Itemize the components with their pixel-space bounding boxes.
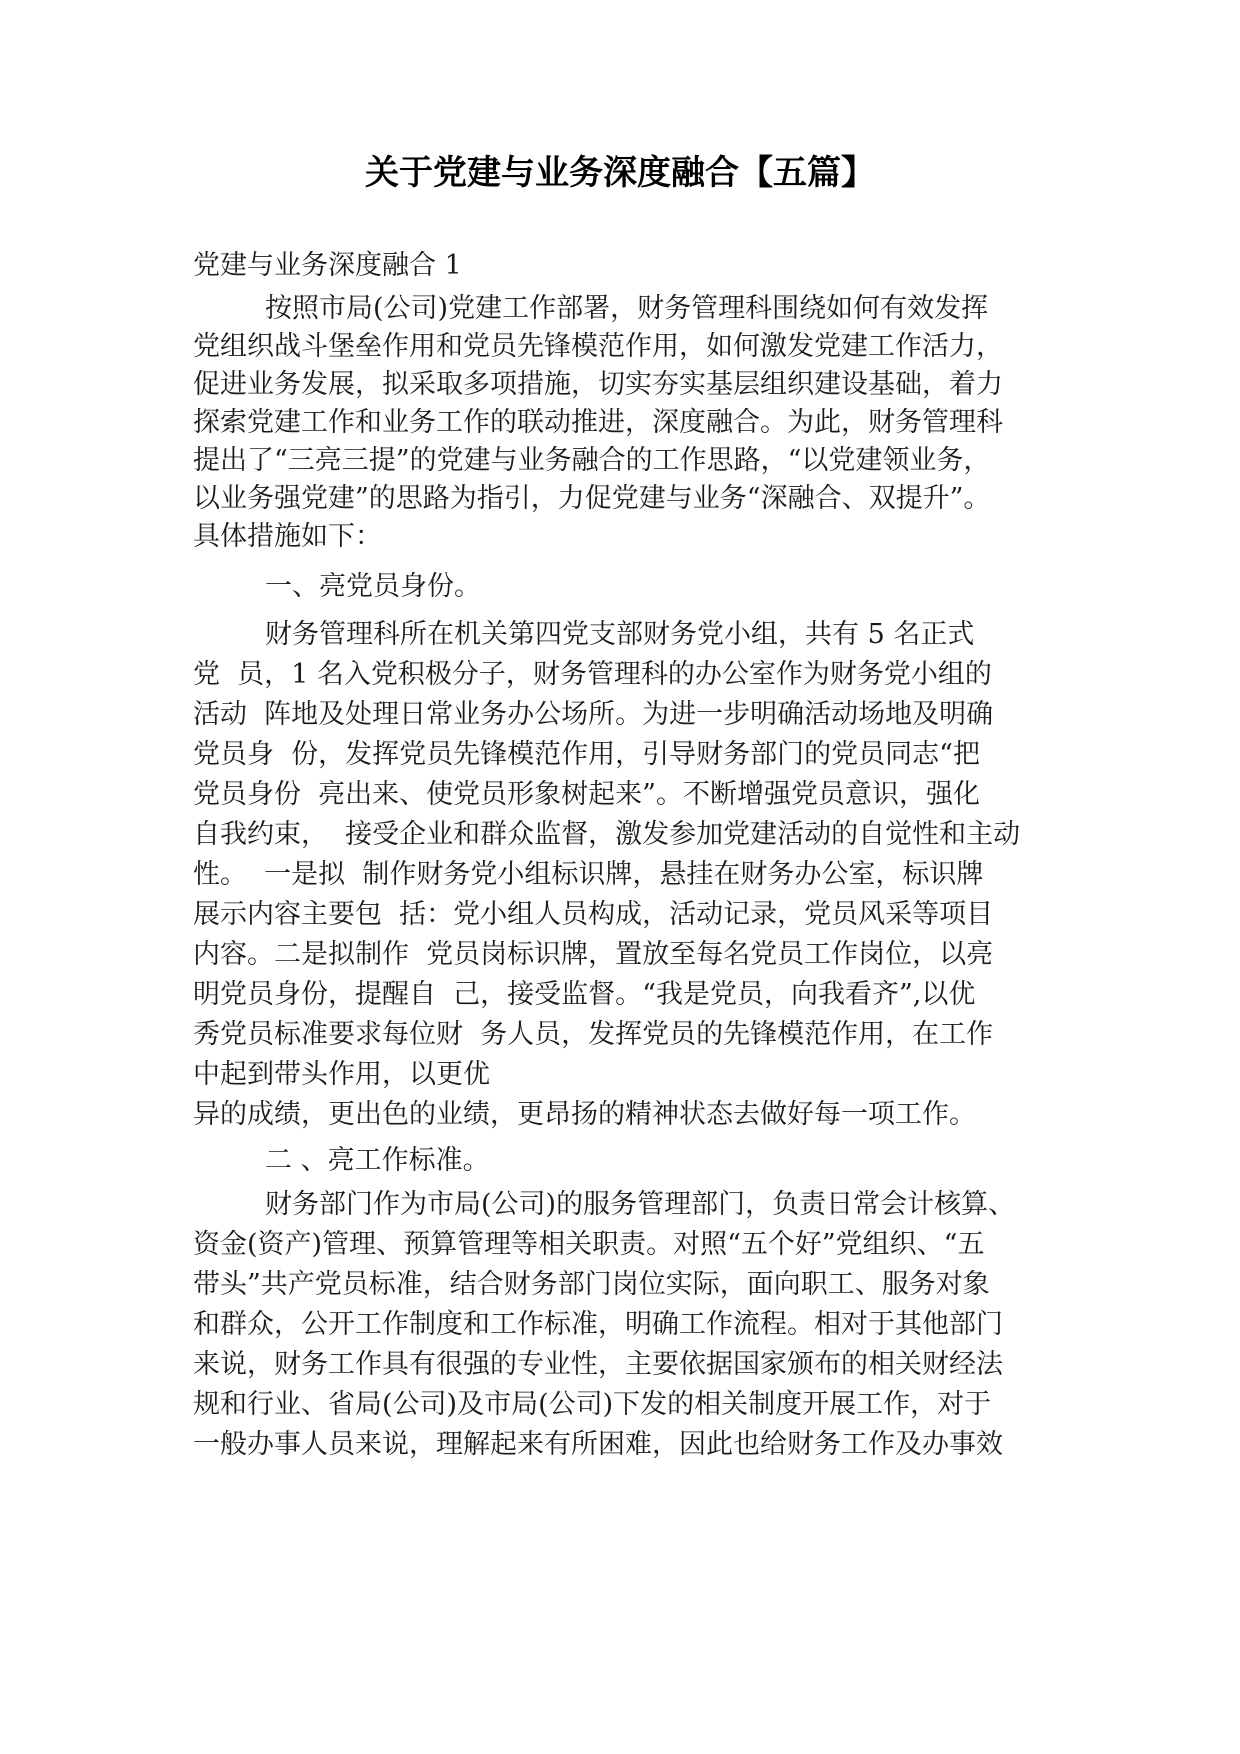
paragraph-line: 财务部门作为市局(公司)的服务管理部门，负责日常会计核算、 [265,1189,1016,1220]
paragraph-line: 带头”共产党员标准，结合财务部门岗位实际，面向职工、服务对象 [193,1269,990,1300]
paragraph-line: 内容。二是拟制作 党员岗标识牌，置放至每名党员工作岗位，以亮 [193,939,994,970]
paragraph-line: 促进业务发展，拟采取多项措施，切实夯实基层组织建设基础，着力 [193,369,1003,400]
paragraph-line: 财务管理科所在机关第四党支部财务党小组，共有 5 名正式 [265,619,975,650]
paragraph-line: 和群众，公开工作制度和工作标准，明确工作流程。相对于其他部门 [193,1309,1003,1340]
paragraph-line: 自我约束， 接受企业和群众监督，激发参加党建活动的自觉性和主动 [193,819,1021,850]
paragraph-line: 党员身 份，发挥党员先锋模范作用，引导财务部门的党员同志“把 [193,739,980,770]
paragraph-line: 一般办事人员来说，理解起来有所困难，因此也给财务工作及办事效 [193,1429,1003,1460]
paragraph-line: 党组织战斗堡垒作用和党员先锋模范作用，如何激发党建工作活力， [193,331,1003,362]
paragraph-line: 提出了“三亮三提”的党建与业务融合的工作思路，“以党建领业务， [193,445,991,476]
paragraph-line: 党 员，1 名入党积极分子，财务管理科的办公室作为财务党小组的 [193,659,992,690]
paragraph-line: 展示内容主要包 括：党小组人员构成，活动记录，党员风采等项目 [193,899,994,930]
paragraph-line: 资金(资产)管理、预算管理等相关职责。对照“五个好”党组织、“五 [193,1229,985,1260]
paragraph-line: 党员身份 亮出来、使党员形象树起来”。不断增强党员意识，强化 [193,779,980,810]
subsection-heading: 一、亮党员身份。 [265,571,481,602]
document-title: 关于党建与业务深度融合【五篇】 [365,153,875,193]
paragraph-line: 中起到带头作用，以更优 [193,1059,490,1090]
paragraph-line: 具体措施如下： [193,521,382,552]
subsection-heading: 二 、亮工作标准。 [265,1145,490,1176]
paragraph-line: 异的成绩，更出色的业绩，更昂扬的精神状态去做好每一项工作。 [193,1099,976,1130]
paragraph-line: 按照市局(公司)党建工作部署，财务管理科围绕如何有效发挥 [265,293,989,324]
paragraph-line: 来说，财务工作具有很强的专业性，主要依据国家颁布的相关财经法 [193,1349,1003,1380]
paragraph-line: 明党员身份，提醒自 己，接受监督。“我是党员，向我看齐”,以优 [193,979,976,1010]
paragraph-line: 性。 一是拟 制作财务党小组标识牌，悬挂在财务办公室，标识牌 [193,859,984,890]
paragraph-line: 以业务强党建”的思路为指引，力促党建与业务“深融合、双提升”。 [193,483,991,514]
paragraph-line: 秀党员标准要求每位财 务人员，发挥党员的先锋模范作用，在工作 [193,1019,994,1050]
paragraph-line: 探索党建工作和业务工作的联动推进，深度融合。为此，财务管理科 [193,407,1003,438]
paragraph-line: 活动 阵地及处理日常业务办公场所。为进一步明确活动场地及明确 [193,699,994,730]
section-heading: 党建与业务深度融合 1 [193,250,462,281]
paragraph-line: 规和行业、省局(公司)及市局(公司)下发的相关制度开展工作，对于 [193,1389,992,1420]
